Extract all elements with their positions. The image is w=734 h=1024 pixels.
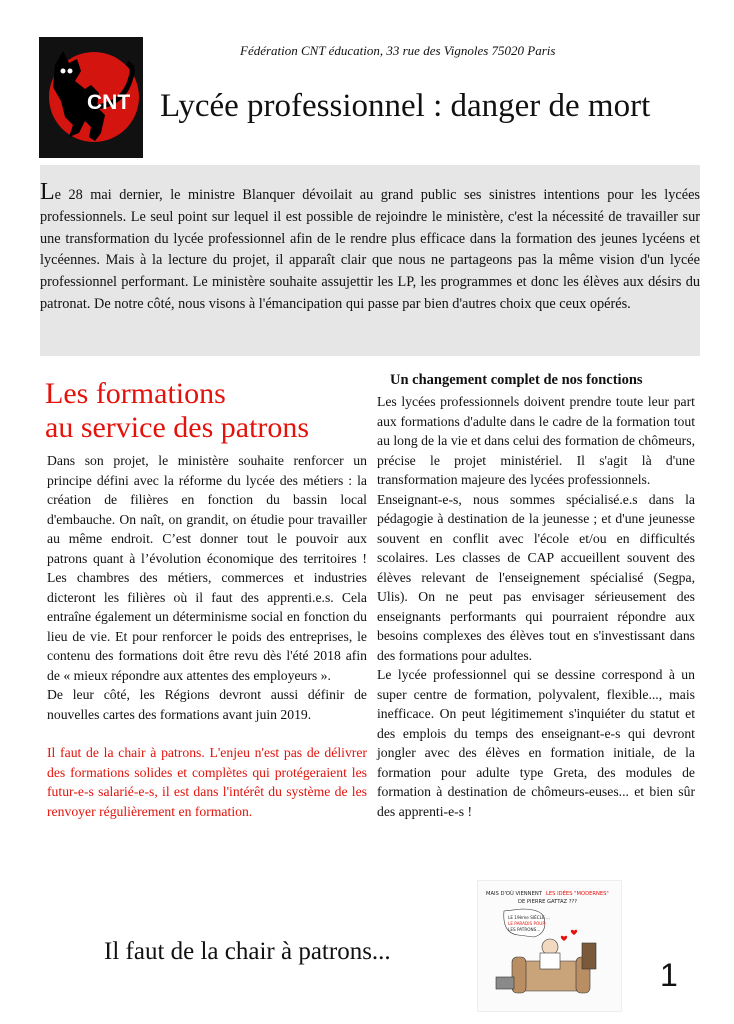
intro-dropcap: L xyxy=(40,179,55,205)
intro-paragraph xyxy=(40,179,700,316)
right-section-heading: Un changement complet de nos fonctions xyxy=(390,372,643,388)
right-paragraph-2: Enseignant-e-s, nous sommes spécialisé.e.s dans la pédagogie à destination de la jeunesse ; et d'une jeunesse souvent en conflit avec l'école et/ou en difficultés scolaires. Les classes de CAP accueillent souvent des élèves relevant de l'enseignement spécialisé (Segpa, Ulis). On ne peut pas envisager sérieusement des enseignants performants qui pourraient répondre aux besoins complexes des élèves tout en s'investissant dans des formations pour adultes. xyxy=(377,491,695,663)
bubble-line-1: LE 19ème SIÈCLE ... xyxy=(508,915,550,920)
cartoon-caption-red: LES IDÉES "MODERNES" xyxy=(546,891,609,897)
bubble-line-3: LES PATRONS... xyxy=(508,927,541,932)
cartoon-caption-2: DE PIERRE GATTAZ ??? xyxy=(518,899,578,905)
left-paragraph-1: Dans son projet, le ministère souhaite renforcer un principe défini avec la réforme du lycée des métiers : la création de filières en fonction du bassin local d'embauche. On naît, on grandit, on étudie pour travailler au même endroit. C’est donner tout le pouvoir aux patrons quant à l’évolution économique des territoires ! Les chambres des métiers, commerces et industries dicteront les filières où il faut des apprenti.e.s. Cela entraîne également un déterminisme social en fonction du lieu de vie. Et pour renforcer le poids des entreprises, le contenu des formations doit être revu dès l'été 2018 afin de « mieux répondre aux attentes des employeurs ». xyxy=(47,453,367,683)
logo-text: CNT xyxy=(87,91,131,114)
left-paragraph-2: De leur côté, les Régions devront aussi définir de nouvelles cartes des formations avant juin 2019. xyxy=(47,687,367,722)
cnt-logo xyxy=(39,37,143,158)
cartoon-illustration xyxy=(477,880,622,1012)
left-title-line2: au service des patrons xyxy=(45,411,310,444)
cartoon-caption-1: MAIS D'OÙ VIENNENT xyxy=(486,891,542,897)
intro-box xyxy=(40,165,700,356)
left-red-paragraph: Il faut de la chair à patrons. L'enjeu n'est pas de délivrer des formations solides et complètes qui protégeraient les futur-e-s salarié-e-s, il est dans l'intérêt du système de les renvoyer régulièrement en formation. xyxy=(47,745,367,819)
right-paragraph-3: Le lycée professionnel qui se dessine correspond à un super centre de formation, polyvalent, flexible..., mais inefficace. On peut légitimement s'inquiéter du statut et des emplois du temps des enseignant-e-s qui devront jongler avec des élèves en formation initiale, de la formation pour adulte type Greta, des modules de formation à destination de chômeurs-euses... et bien sûr des apprenti-e-s ! xyxy=(377,667,695,819)
document-title: Lycée professionnel : danger de mort xyxy=(160,88,651,124)
bubble-line-2: LE PARADIS POUR xyxy=(508,921,546,926)
left-title-line1: Les formations xyxy=(45,377,226,410)
left-section-title xyxy=(45,377,309,445)
left-column xyxy=(47,451,367,821)
right-column xyxy=(377,392,695,821)
intro-text: e 28 mai dernier, le ministre Blanquer dévoilait au grand public ses sinistres intentions pour les lycées professionnels. Le seul point sur lequel il est possible de rejoindre le ministère, c'est la nécessité de travailler sur une transformation du lycée professionnel afin de le rendre plus efficace dans la formation des jeunes lycéens et lycéennes. Mais à la lecture du projet, il apparaît clair que nous ne partageons pas la même vision d'un lycée professionnel performant. Le ministère souhaite assujettir les LP, les programmes et donc les élèves aux désirs du patronat. De notre côté, nous visons à l'émancipation qui passe par bien d'autres choix que ceux opérés. xyxy=(40,187,700,312)
paragraph-gap xyxy=(47,724,367,743)
bottom-caption: Il faut de la chair à patrons... xyxy=(104,938,391,965)
right-paragraph-1: Les lycées professionnels doivent prendre toute leur part aux formations d'adulte dans le cadre de la formation tout au long de la vie et dans celui des formation de chômeurs, précise le projet ministériel. Il s'agit là d'une transformation majeure des lycées professionnels. xyxy=(377,394,695,487)
page-number: 1 xyxy=(660,957,678,993)
header-address: Fédération CNT éducation, 33 rue des Vignoles 75020 Paris xyxy=(240,43,556,58)
